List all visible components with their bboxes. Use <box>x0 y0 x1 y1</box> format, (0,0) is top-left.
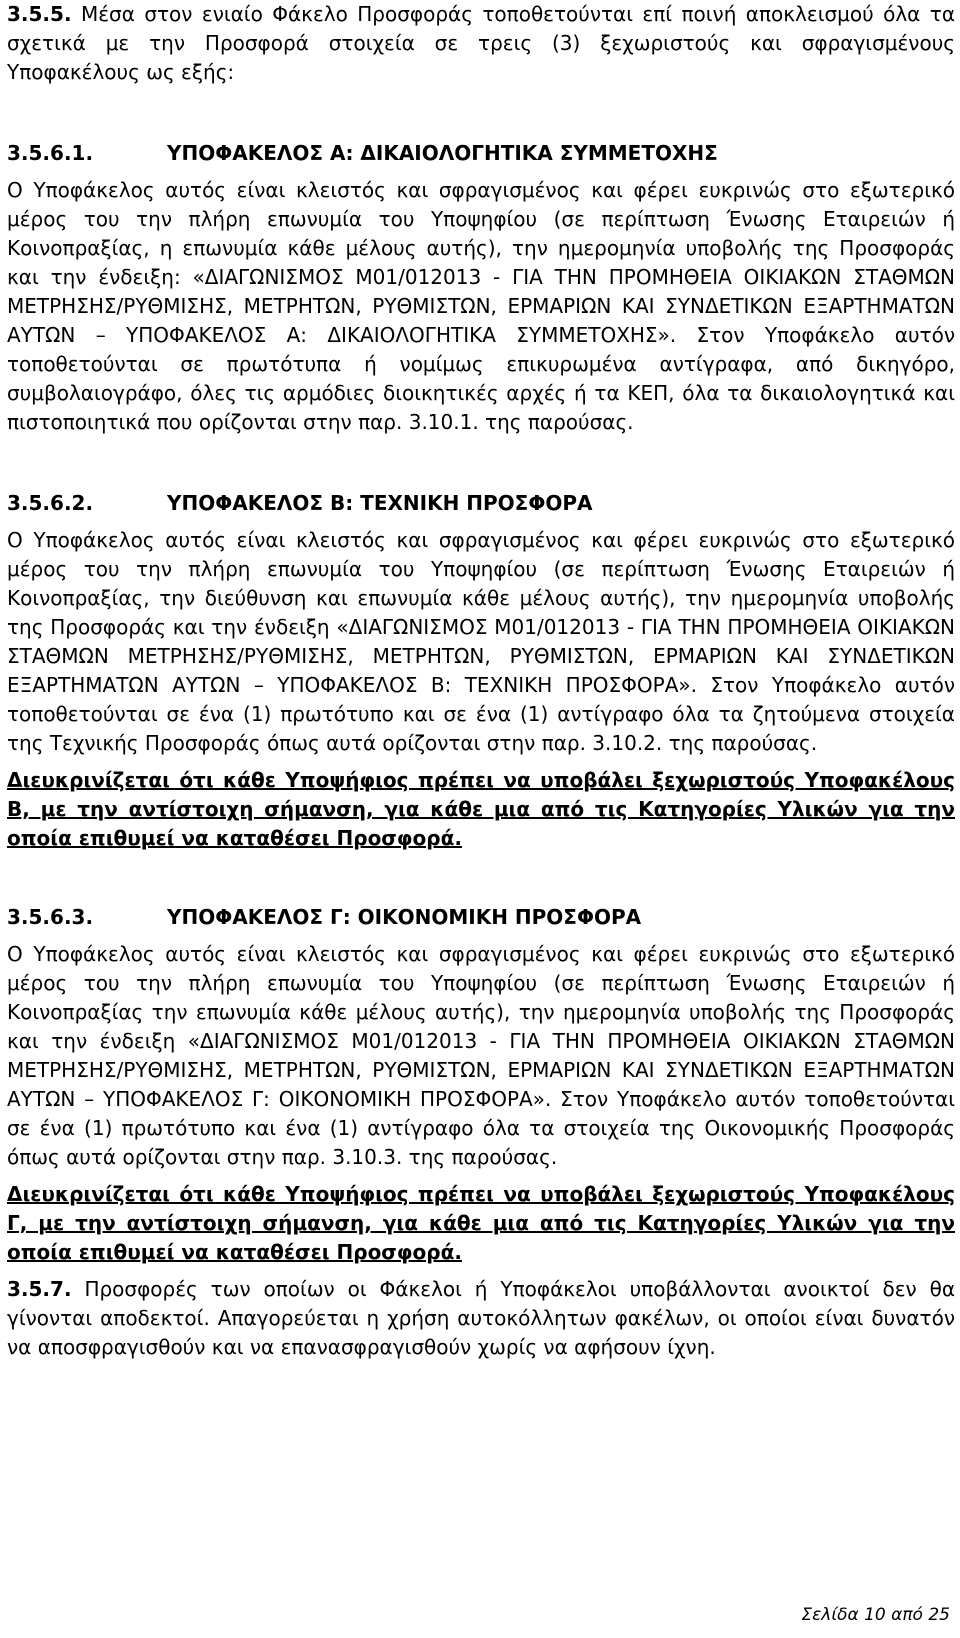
paragraph-text: Μέσα στον ενιαίο Φάκελο Προσφοράς τοποθετούνται επί ποινή αποκλεισμού όλα τα σχετικά με την Προσφορά στοιχεία σε τρεις (3) ξεχωριστούς και σφραγισμένους Υποφακέλους ως εξής: <box>7 2 955 84</box>
section-title: ΥΠΟΦΑΚΕΛΟΣ Β: ΤΕΧΝΙΚΗ ΠΡΟΣΦΟΡΑ <box>167 491 593 515</box>
section-number: 3.5.6.2. <box>7 491 94 515</box>
paragraph-3-5-7 <box>7 1275 955 1362</box>
section-number: 3.5.5. <box>7 2 72 26</box>
section-heading-3-5-6-3 <box>7 903 955 932</box>
paragraph-3-5-6-1: Ο Υποφάκελος αυτός είναι κλειστός και σφραγισμένος και φέρει ευκρινώς στο εξωτερικό μέρος του την πλήρη επωνυμία του Υποψηφίου (σε περίπτωση Ένωσης Εταιρειών ή Κοινοπραξίας, η επωνυμία κάθε μέλους αυτής), την ημερομηνία υποβολής της Προσφοράς και την ένδειξη: «ΔΙΑΓΩΝΙΣΜΟΣ Μ01/012013 - ΓΙΑ ΤΗΝ ΠΡΟΜΗΘΕΙΑ ΟΙΚΙΑΚΩΝ ΣΤΑΘΜΩΝ ΜΕΤΡΗΣΗΣ/ΡΥΘΜΙΣΗΣ, ΜΕΤΡΗΤΩΝ, ΡΥΘΜΙΣΤΩΝ, ΕΡΜΑΡΙΩΝ ΚΑΙ ΣΥΝΔΕΤΙΚΩΝ ΕΞΑΡΤΗΜΑΤΩΝ ΑΥΤΩΝ – ΥΠΟΦΑΚΕΛΟΣ Α: ΔΙΚΑΙΟΛΟΓΗΤΙΚΑ ΣΥΜΜΕΤΟΧΗΣ». Στον Υποφάκελο αυτόν τοποθετούνται σε πρωτότυπα ή νομίμως επικυρωμένα αντίγραφα, από δικηγόρο, συμβολαιογράφο, όλες τις αρμόδιες διοικητικές αρχές ή τα ΚΕΠ, όλα τα δικαιολογητικά και πιστοποιητικά που ορίζονται στην παρ. 3.10.1. της παρούσας. <box>7 178 955 434</box>
section-number: 3.5.7. <box>7 1277 72 1301</box>
section-number: 3.5.6.1. <box>7 141 94 165</box>
page-number-footer: Σελίδα 10 από 25 <box>801 1605 950 1625</box>
paragraph-3-5-6-2: Ο Υποφάκελος αυτός είναι κλειστός και σφραγισμένος και φέρει ευκρινώς στο εξωτερικό μέρος του την πλήρη επωνυμία του Υποψηφίου (σε περίπτωση Ένωσης Εταιρειών ή Κοινοπραξίας, την διεύθυνση και επωνυμία κάθε μέλους αυτής), την ημερομηνία υποβολής της Προσφοράς και την ένδειξη «ΔΙΑΓΩΝΙΣΜΟΣ Μ01/012013 - ΓΙΑ ΤΗΝ ΠΡΟΜΗΘΕΙΑ ΟΙΚΙΑΚΩΝ ΣΤΑΘΜΩΝ ΜΕΤΡΗΣΗΣ/ΡΥΘΜΙΣΗΣ, ΜΕΤΡΗΤΩΝ, ΡΥΘΜΙΣΤΩΝ, ΕΡΜΑΡΙΩΝ ΚΑΙ ΣΥΝΔΕΤΙΚΩΝ ΕΞΑΡΤΗΜΑΤΩΝ ΑΥΤΩΝ – ΥΠΟΦΑΚΕΛΟΣ Β: ΤΕΧΝΙΚΗ ΠΡΟΣΦΟΡΑ». Στον Υποφάκελο αυτόν τοποθετούνται σε ένα (1) πρωτότυπο και σε ένα (1) αντίγραφο όλα τα ζητούμενα στοιχεία της Τεχνικής Προσφοράς όπως αυτά ορίζονται στην παρ. 3.10.2. της παρούσας. <box>7 528 955 755</box>
section-heading-3-5-6-2 <box>7 489 955 518</box>
section-title: ΥΠΟΦΑΚΕΛΟΣ Γ: ΟΙΚΟΝΟΜΙΚΗ ΠΡΟΣΦΟΡΑ <box>167 905 642 929</box>
paragraph-3-5-5 <box>7 0 955 87</box>
section-number: 3.5.6.3. <box>7 905 94 929</box>
note-3-5-6-3: Διευκρινίζεται ότι κάθε Υποψήφιος πρέπει να υποβάλει ξεχωριστούς Υποφακέλους Γ, με την αντίστοιχη σήμανση, για κάθε μια από τις Κατηγορίες Υλικών για την οποία επιθυμεί να καταθέσει Προσφορά. <box>7 1182 955 1264</box>
paragraph-text: Προσφορές των οποίων οι Φάκελοι ή Υποφάκελοι υποβάλλονται ανοικτοί δεν θα γίνονται αποδεκτοί. Απαγορεύεται η χρήση αυτοκόλλητων φακέλων, οι οποίοι είναι δυνατόν να αποσφραγισθούν και να επανασφραγισθούν χωρίς να αφήσουν ίχνη. <box>7 1277 955 1359</box>
document-page <box>7 0 955 1362</box>
section-title: ΥΠΟΦΑΚΕΛΟΣ Α: ΔΙΚΑΙΟΛΟΓΗΤΙΚΑ ΣΥΜΜΕΤΟΧΗΣ <box>167 141 718 165</box>
paragraph-3-5-6-3: Ο Υποφάκελος αυτός είναι κλειστός και σφραγισμένος και φέρει ευκρινώς στο εξωτερικό μέρος του την πλήρη επωνυμία του Υποψηφίου (σε περίπτωση Ένωσης Εταιρειών ή Κοινοπραξίας την επωνυμία κάθε μέλους αυτής), την ημερομηνία υποβολής της Προσφοράς και την ένδειξη «ΔΙΑΓΩΝΙΣΜΟΣ Μ01/012013 - ΓΙΑ ΤΗΝ ΠΡΟΜΗΘΕΙΑ ΟΙΚΙΑΚΩΝ ΣΤΑΘΜΩΝ ΜΕΤΡΗΣΗΣ/ΡΥΘΜΙΣΗΣ, ΜΕΤΡΗΤΩΝ, ΡΥΘΜΙΣΤΩΝ, ΕΡΜΑΡΙΩΝ ΚΑΙ ΣΥΝΔΕΤΙΚΩΝ ΕΞΑΡΤΗΜΑΤΩΝ ΑΥΤΩΝ – ΥΠΟΦΑΚΕΛΟΣ Γ: ΟΙΚΟΝΟΜΙΚΗ ΠΡΟΣΦΟΡΑ». Στον Υποφάκελο αυτόν τοποθετούνται σε ένα (1) πρωτότυπο και ένα (1) αντίγραφο όλα τα στοιχεία της Οικονομικής Προσφοράς όπως αυτά ορίζονται στην παρ. 3.10.3. της παρούσας. <box>7 942 955 1169</box>
section-heading-3-5-6-1 <box>7 139 955 168</box>
note-3-5-6-2: Διευκρινίζεται ότι κάθε Υποψήφιος πρέπει να υποβάλει ξεχωριστούς Υποφακέλους Β, με την αντίστοιχη σήμανση, για κάθε μια από τις Κατηγορίες Υλικών για την οποία επιθυμεί να καταθέσει Προσφορά. <box>7 768 955 850</box>
